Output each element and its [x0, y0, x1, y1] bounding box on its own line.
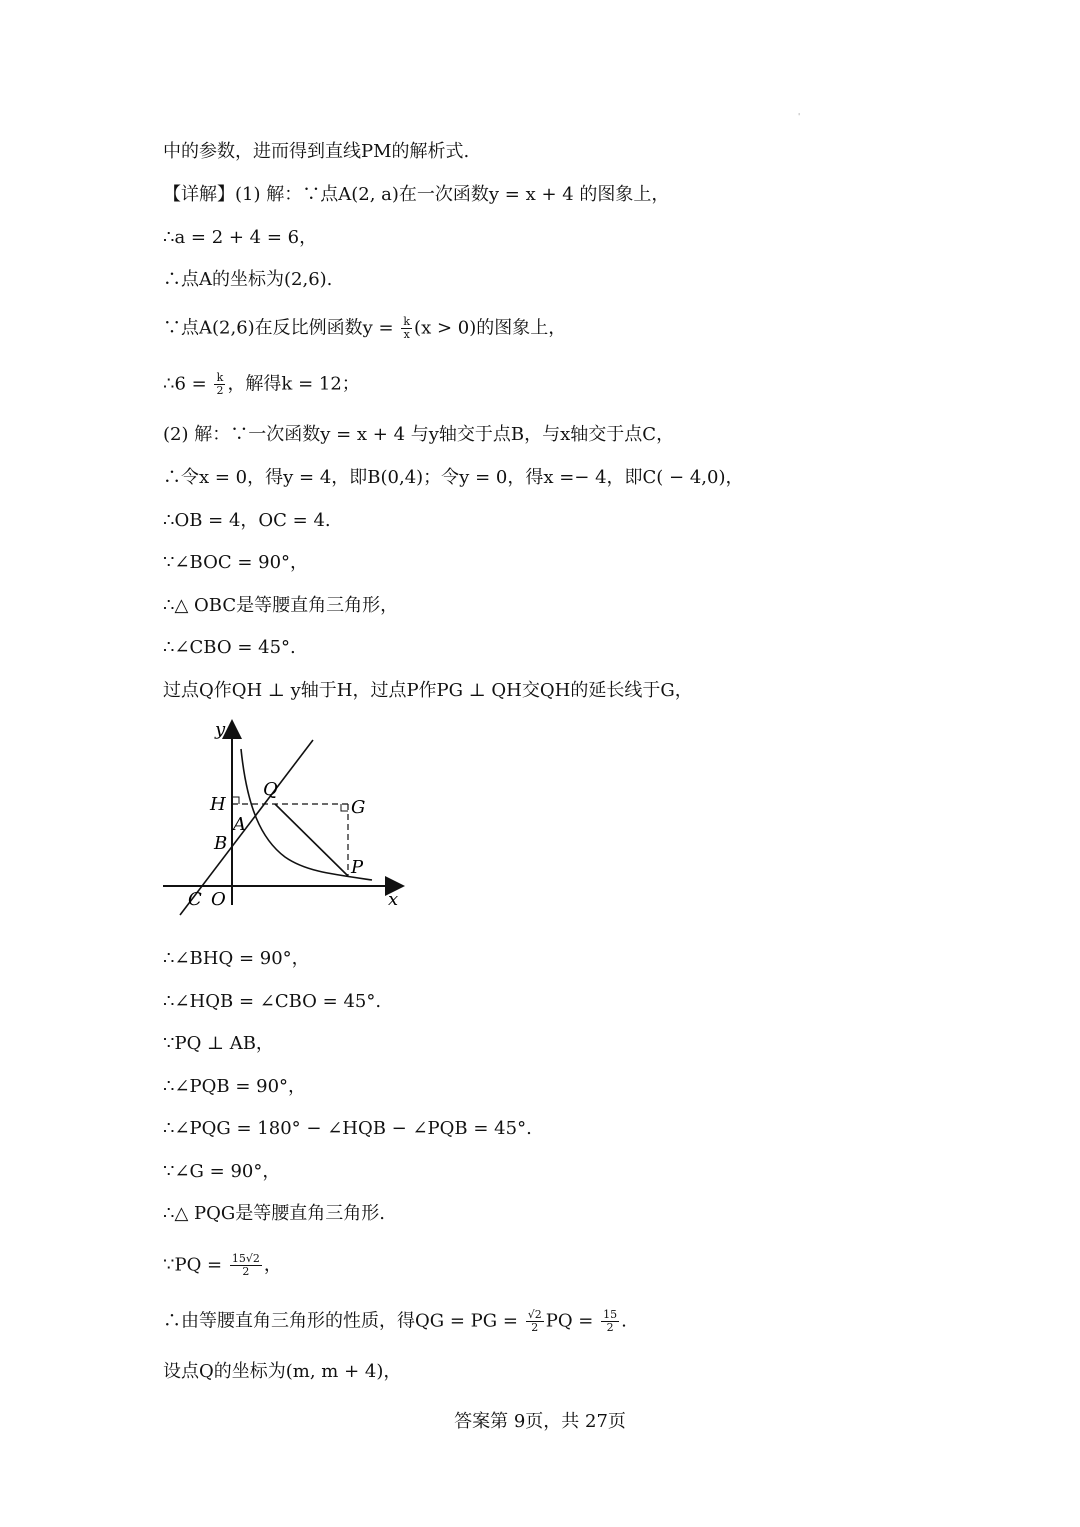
- label-H: H: [210, 794, 226, 815]
- text-segment: .: [621, 1310, 627, 1332]
- text-line: ∴∠PQB = 90°，: [163, 1076, 307, 1097]
- label-B: B: [214, 833, 228, 854]
- corner-mark: ': [798, 112, 801, 121]
- text-segment: PQ =: [545, 1310, 600, 1332]
- fraction: [230, 1253, 262, 1278]
- fraction: [526, 1309, 544, 1334]
- fraction-numerator: k: [214, 372, 225, 385]
- text-line: ∴点A的坐标为(2,6).: [163, 269, 333, 290]
- text-line: ∴∠HQB = ∠CBO = 45°.: [163, 991, 382, 1012]
- fraction-denominator: x: [403, 328, 410, 341]
- text-line: 过点Q作QH ⊥ y轴于H，过点P作PG ⊥ QH交QH的延长线于G，: [163, 680, 693, 701]
- text-line: ∴a = 2 + 4 = 6，: [163, 227, 318, 248]
- text-segment: (x > 0)的图象上，: [414, 317, 567, 339]
- text-segment: ∴6 =: [163, 373, 213, 395]
- label-Q: Q: [263, 779, 278, 800]
- fraction-denominator: 2: [242, 1265, 250, 1278]
- label-G: G: [351, 797, 366, 818]
- fraction-numerator: 15: [603, 1308, 618, 1321]
- text-line: ∵PQ ⊥ AB，: [163, 1033, 274, 1054]
- text-segment: ∴由等腰直角三角形的性质，得QG = PG =: [163, 1310, 524, 1332]
- geometry-figure: [155, 715, 415, 920]
- segment-QP: [275, 804, 348, 876]
- label-O: O: [211, 889, 226, 910]
- text-line: 中的参数，进而得到直线PM的解析式.: [163, 141, 470, 162]
- text-line: ∴∠CBO = 45°.: [163, 637, 296, 658]
- text-line-fraction: [163, 1309, 627, 1334]
- text-line: ∴OB = 4，OC = 4.: [163, 510, 331, 531]
- text-line: 设点Q的坐标为(m, m + 4)，: [163, 1361, 402, 1382]
- label-C: C: [188, 889, 202, 910]
- label-y: y: [215, 719, 226, 740]
- fraction-numerator: √2: [527, 1308, 542, 1321]
- text-line: ∴∠BHQ = 90°，: [163, 948, 310, 969]
- fraction-numerator: 15√2: [231, 1252, 260, 1265]
- right-angle-mark-H: [232, 797, 239, 804]
- fraction: [401, 316, 412, 341]
- right-angle-mark-G: [341, 804, 348, 811]
- text-segment: ∵PQ =: [163, 1254, 228, 1276]
- text-segment: ，解得k = 12；: [227, 373, 360, 395]
- label-x: x: [388, 889, 399, 910]
- fraction: [214, 372, 225, 397]
- text-line: 【详解】(1) 解：∵点A(2, a)在一次函数y = x + 4 的图象上，: [163, 184, 670, 205]
- text-line: ∵∠BOC = 90°，: [163, 552, 309, 573]
- text-line: ∵∠G = 90°，: [163, 1161, 281, 1182]
- text-segment: ∵点A(2,6)在反比例函数y =: [163, 317, 400, 339]
- text-line: ∴△ OBC是等腰直角三角形，: [163, 595, 399, 616]
- text-line: (2) 解：∵一次函数y = x + 4 与y轴交于点B，与x轴交于点C，: [163, 424, 675, 445]
- text-line-fraction: [163, 372, 360, 397]
- text-segment: ，: [263, 1254, 282, 1276]
- label-A: A: [233, 814, 246, 835]
- fraction-numerator: k: [403, 315, 411, 328]
- text-line: ∴∠PQG = 180° − ∠HQB − ∠PQB = 45°.: [163, 1118, 532, 1139]
- fraction-denominator: 2: [216, 384, 224, 397]
- text-line: ∴令x = 0，得y = 4，即B(0,4)；令y = 0，得x =− 4，即C( − 4,0)，: [163, 467, 744, 488]
- text-line-fraction: [163, 316, 566, 341]
- fraction-denominator: 2: [531, 1321, 539, 1334]
- label-P: P: [351, 857, 364, 878]
- text-line-fraction: [163, 1253, 282, 1278]
- text-line: ∴△ PQG是等腰直角三角形.: [163, 1203, 385, 1224]
- page-footer: 答案第 9页，共 27页: [454, 1411, 626, 1432]
- fraction-denominator: 2: [606, 1321, 614, 1334]
- fraction: [601, 1309, 619, 1334]
